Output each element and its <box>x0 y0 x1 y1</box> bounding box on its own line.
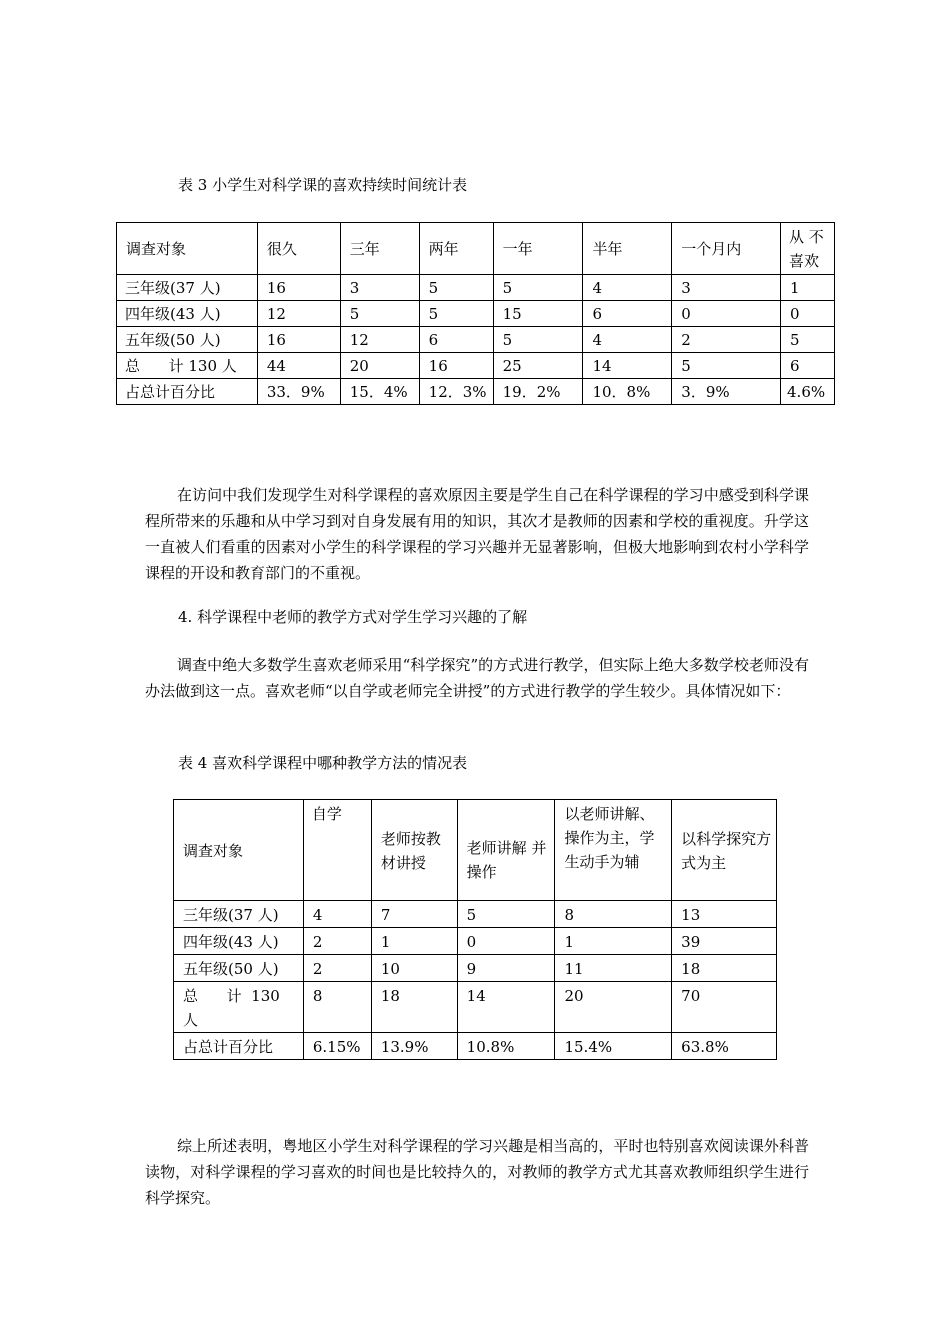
table3-cell: 16 <box>419 353 493 379</box>
table3-cell: 6 <box>781 353 835 379</box>
table3-cell: 12 <box>340 327 419 353</box>
table3-header-cell: 三年 <box>340 223 419 275</box>
table3-cell: 20 <box>340 353 419 379</box>
table4-header-cell: 以老师讲解、操作为主，学生动手为辅 <box>555 800 672 901</box>
table3-header-cell: 一年 <box>493 223 583 275</box>
table-row <box>174 955 777 982</box>
table-row <box>174 1033 777 1060</box>
table4-header-cell: 以科学探究方式为主 <box>672 800 777 901</box>
table3 <box>116 222 835 405</box>
table4-cell: 63.8% <box>672 1033 777 1060</box>
table-row <box>117 327 835 353</box>
table4-cell: 4 <box>303 901 371 928</box>
table3-cell: 14 <box>583 353 672 379</box>
table4-cell: 占总计百分比 <box>174 1033 304 1060</box>
table3-cell: 44 <box>257 353 340 379</box>
table-row <box>117 301 835 327</box>
table3-cell: 4.6% <box>781 379 835 405</box>
table4-cell: 14 <box>457 982 555 1033</box>
table3-cell: 12．3% <box>419 379 493 405</box>
table3-header-row <box>117 223 835 275</box>
table3-cell: 19．2% <box>493 379 583 405</box>
table4-cell: 11 <box>555 955 672 982</box>
table-row <box>117 353 835 379</box>
section-heading: 4. 科学课程中老师的教学方式对学生学习兴趣的了解 <box>178 608 528 626</box>
table3-header-cell: 调查对象 <box>117 223 258 275</box>
table3-cell: 5 <box>493 327 583 353</box>
table3-cell: 4 <box>583 327 672 353</box>
table4-cell: 13.9% <box>371 1033 457 1060</box>
table4-cell: 39 <box>672 928 777 955</box>
table4-cell: 6.15% <box>303 1033 371 1060</box>
table4-cell: 5 <box>457 901 555 928</box>
table3-cell: 16 <box>257 327 340 353</box>
table3-cell: 33．9% <box>257 379 340 405</box>
table4-cell: 70 <box>672 982 777 1033</box>
table3-cell: 5 <box>493 275 583 301</box>
table3-cell: 3 <box>672 275 781 301</box>
table4-cell: 10 <box>371 955 457 982</box>
table3-cell: 10．8% <box>583 379 672 405</box>
table-row <box>117 275 835 301</box>
table4-cell: 20 <box>555 982 672 1033</box>
table4-caption: 表 4 喜欢科学课程中哪种教学方法的情况表 <box>178 754 468 772</box>
table4-cell: 1 <box>371 928 457 955</box>
table3-cell: 0 <box>781 301 835 327</box>
table3-caption: 表 3 小学生对科学课的喜欢持续时间统计表 <box>178 176 468 194</box>
table3-header-cell: 两年 <box>419 223 493 275</box>
table4-cell: 四年级(43 人) <box>174 928 304 955</box>
table-row <box>174 982 777 1033</box>
table3-cell: 5 <box>672 353 781 379</box>
table3-cell: 5 <box>419 275 493 301</box>
table3-header-cell: 一个月内 <box>672 223 781 275</box>
table4-cell: 13 <box>672 901 777 928</box>
table4-cell: 2 <box>303 955 371 982</box>
table4-cell: 15.4% <box>555 1033 672 1060</box>
table4-cell: 0 <box>457 928 555 955</box>
table4-header-row <box>174 800 777 901</box>
table3-cell: 总 计 130 人 <box>117 353 258 379</box>
table4-cell: 18 <box>371 982 457 1033</box>
table4-cell: 10.8% <box>457 1033 555 1060</box>
table4-cell: 9 <box>457 955 555 982</box>
table3-cell: 占总计百分比 <box>117 379 258 405</box>
table3-cell: 5 <box>781 327 835 353</box>
table4-header-cell: 调查对象 <box>174 800 304 901</box>
table3-cell: 3．9% <box>672 379 781 405</box>
table-row <box>174 928 777 955</box>
table3-cell: 15．4% <box>340 379 419 405</box>
body-paragraph: 调查中绝大多数学生喜欢老师采用“科学探究”的方式进行教学，但实际上绝大多数学校老师没有办法做到这一点。喜欢老师“以自学或老师完全讲授”的方式进行教学的学生较少。具体情况如下： <box>145 656 809 700</box>
table-row <box>117 379 835 405</box>
table3-cell: 五年级(50 人) <box>117 327 258 353</box>
table4-cell: 8 <box>303 982 371 1033</box>
table3-cell: 2 <box>672 327 781 353</box>
table4-cell: 总 计 130 人 <box>174 982 304 1033</box>
table3-cell: 1 <box>781 275 835 301</box>
table3-header-cell: 很久 <box>257 223 340 275</box>
table3-cell: 12 <box>257 301 340 327</box>
table4-header-cell: 自学 <box>303 800 371 901</box>
table3-cell: 5 <box>340 301 419 327</box>
table3-cell: 6 <box>419 327 493 353</box>
table3-cell: 15 <box>493 301 583 327</box>
body-paragraph: 综上所述表明，粤地区小学生对科学课程的学习兴趣是相当高的，平时也特别喜欢阅读课外科普读物，对科学课程的学习喜欢的时间也是比较持久的，对教师的教学方式尤其喜欢教师组织学生进行科学探究。 <box>145 1137 809 1207</box>
table4-cell: 2 <box>303 928 371 955</box>
table3-cell: 0 <box>672 301 781 327</box>
table4-cell: 7 <box>371 901 457 928</box>
table3-cell: 4 <box>583 275 672 301</box>
table-row <box>174 901 777 928</box>
table3-header-cell: 从 不 喜欢 <box>781 223 835 275</box>
table4-header-cell: 老师按教材讲授 <box>371 800 457 901</box>
table3-header-cell: 半年 <box>583 223 672 275</box>
table4-header-cell: 老师讲解 并操作 <box>457 800 555 901</box>
table3-cell: 3 <box>340 275 419 301</box>
table4-cell: 五年级(50 人) <box>174 955 304 982</box>
table3-cell: 5 <box>419 301 493 327</box>
table4 <box>173 799 777 1060</box>
table3-cell: 16 <box>257 275 340 301</box>
table3-cell: 25 <box>493 353 583 379</box>
table3-cell: 四年级(43 人) <box>117 301 258 327</box>
table4-cell: 8 <box>555 901 672 928</box>
table4-cell: 三年级(37 人) <box>174 901 304 928</box>
table3-cell: 三年级(37 人) <box>117 275 258 301</box>
table3-cell: 6 <box>583 301 672 327</box>
body-paragraph: 在访问中我们发现学生对科学课程的喜欢原因主要是学生自己在科学课程的学习中感受到科学课程所带来的乐趣和从中学习到对自身发展有用的知识，其次才是教师的因素和学校的重视度。升学这一直被人们看重的因素对小学生的科学课程的学习兴趣并无显著影响，但极大地影响到农村小学科学课程的开设和教育部门的不重视。 <box>145 486 809 582</box>
table4-cell: 1 <box>555 928 672 955</box>
table4-cell: 18 <box>672 955 777 982</box>
